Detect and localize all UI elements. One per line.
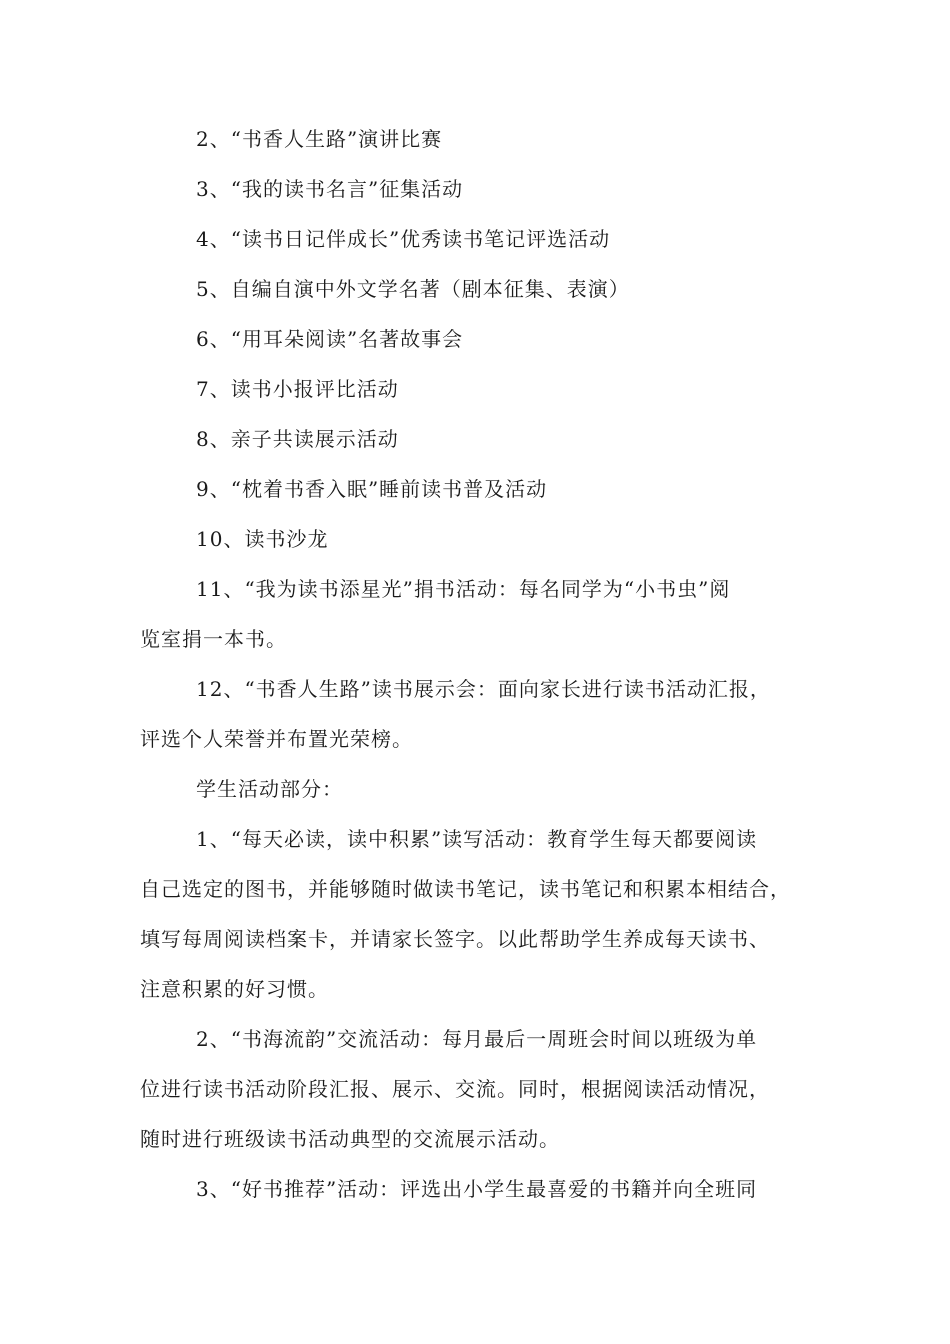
text-line: 12、“书香人生路”读书展示会：面向家长进行读书活动汇报， [196, 677, 771, 701]
text-line: 9、“枕着书香入眠”睡前读书普及活动 [196, 477, 548, 501]
text-line: 位进行读书活动阶段汇报、展示、交流。同时，根据阅读活动情况， [140, 1077, 770, 1101]
text-line: 评选个人荣誉并布置光荣榜。 [140, 727, 413, 751]
paragraph-5 [140, 314, 820, 364]
paragraph-7 [140, 414, 820, 464]
paragraph-1 [140, 114, 820, 164]
document-body [140, 114, 820, 1214]
text-line: 自己选定的图书，并能够随时做读书笔记，读书笔记和积累本相结合， [140, 877, 791, 901]
text-line: 填写每周阅读档案卡，并请家长签字。以此帮助学生养成每天读书、 [140, 927, 770, 951]
paragraph-6 [140, 364, 820, 414]
text-line: 3、“我的读书名言”征集活动 [196, 177, 464, 201]
text-line: 8、亲子共读展示活动 [196, 427, 399, 451]
paragraph-11 [140, 664, 820, 764]
text-line: 5、自编自演中外文学名著（剧本征集、表演） [196, 277, 630, 301]
text-line: 4、“读书日记伴成长”优秀读书笔记评选活动 [196, 227, 611, 251]
paragraph-4 [140, 264, 820, 314]
text-line: 10、读书沙龙 [196, 527, 329, 551]
text-line: 3、“好书推荐”活动：评选出小学生最喜爱的书籍并向全班同 [196, 1177, 758, 1201]
text-line: 6、“用耳朵阅读”名著故事会 [196, 327, 464, 351]
text-line: 学生活动部分： [196, 777, 343, 801]
text-line: 2、“书海流韵”交流活动：每月最后一周班会时间以班级为单 [196, 1027, 758, 1051]
paragraph-8 [140, 464, 820, 514]
paragraph-3 [140, 214, 820, 264]
paragraph-2 [140, 164, 820, 214]
paragraph-9 [140, 514, 820, 564]
text-line: 1、“每天必读，读中积累”读写活动：教育学生每天都要阅读 [196, 827, 758, 851]
paragraph-15 [140, 1164, 820, 1214]
section-heading [140, 764, 820, 814]
text-line: 随时进行班级读书活动典型的交流展示活动。 [140, 1127, 560, 1151]
text-line: 览室捐一本书。 [140, 627, 287, 651]
paragraph-13 [140, 814, 820, 1014]
text-line: 7、读书小报评比活动 [196, 377, 399, 401]
text-line: 2、“书香人生路”演讲比赛 [196, 127, 443, 151]
text-line: 11、“我为读书添星光”捐书活动：每名同学为“小书虫”阅 [196, 577, 731, 601]
paragraph-14 [140, 1014, 820, 1164]
paragraph-10 [140, 564, 820, 664]
text-line: 注意积累的好习惯。 [140, 977, 329, 1001]
